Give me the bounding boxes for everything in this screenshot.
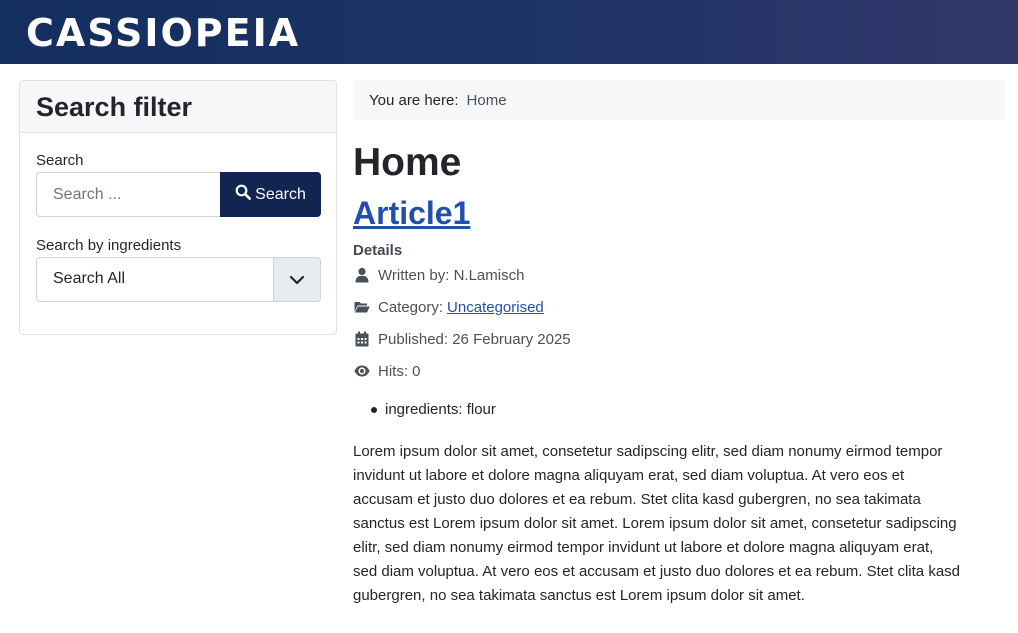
search-filter-card xyxy=(19,80,337,335)
search-icon xyxy=(235,184,251,205)
breadcrumb-home: Home xyxy=(466,91,507,109)
card-header xyxy=(20,81,336,133)
body-line: elitr, sed diam nonumy eirmod tempor invidunt ut labore et dolore magna aliquyam erat, xyxy=(353,539,934,556)
chevron-down-icon xyxy=(273,258,320,301)
meta-hits xyxy=(353,360,421,382)
details-label: Details xyxy=(353,242,403,259)
search-label: Search xyxy=(36,152,84,169)
site-header xyxy=(0,0,1018,64)
user-icon xyxy=(353,267,371,283)
ingredients-select[interactable] xyxy=(36,257,321,302)
list-item xyxy=(371,401,496,418)
site-brand[interactable]: CASSIOPEIA xyxy=(26,11,301,55)
bullet xyxy=(371,407,377,413)
body-line: Lorem ipsum dolor sit amet, consetetur sadipscing elitr, sed diam nonumy eirmod tempor xyxy=(353,443,943,460)
meta-category xyxy=(353,296,544,318)
meta-published xyxy=(353,328,571,350)
category-link[interactable]: Uncategorised xyxy=(447,298,544,316)
body-line: gubergren, no sea takimata sanctus est Lorem ipsum dolor sit amet. xyxy=(353,587,805,604)
body-line: accusam et justo duo dolores et ea rebum. Stet clita kasd gubergren, no sea takimata xyxy=(353,491,921,508)
ingredients-item: ingredients: flour xyxy=(385,401,496,418)
calendar-icon xyxy=(353,331,371,347)
eye-icon xyxy=(353,363,371,379)
meta-author xyxy=(353,264,524,286)
breadcrumb-prefix: You are here: xyxy=(369,91,459,109)
article-title-link[interactable]: Article1 xyxy=(353,195,471,231)
page-title: Home xyxy=(353,141,462,184)
ingredients-label: Search by ingredients xyxy=(36,237,182,254)
article-body xyxy=(353,440,1005,608)
card-title: Search filter xyxy=(36,92,193,122)
published-text: Published: 26 February 2025 xyxy=(378,330,571,348)
search-button-label: Search xyxy=(255,185,306,203)
breadcrumb xyxy=(353,80,1005,120)
body-line: sed diam voluptua. At vero eos et accusam et justo duo dolores et ea rebum. Stet clita kasd xyxy=(353,563,961,580)
folder-open-icon xyxy=(353,299,371,315)
hits-text: Hits: 0 xyxy=(378,362,421,380)
search-button[interactable] xyxy=(220,172,321,217)
search-input[interactable] xyxy=(36,172,221,217)
author-text: Written by: N.Lamisch xyxy=(378,266,525,284)
body-line: invidunt ut labore et dolore magna aliquyam erat, sed diam voluptua. At vero eos et xyxy=(353,467,905,484)
ingredients-list xyxy=(371,401,496,418)
ingredients-selected-value: Search All xyxy=(53,270,126,287)
body-line: sanctus est Lorem ipsum dolor sit amet. Lorem ipsum dolor sit amet, consetetur sadipscing xyxy=(353,515,957,532)
category-prefix: Category: xyxy=(378,298,444,316)
